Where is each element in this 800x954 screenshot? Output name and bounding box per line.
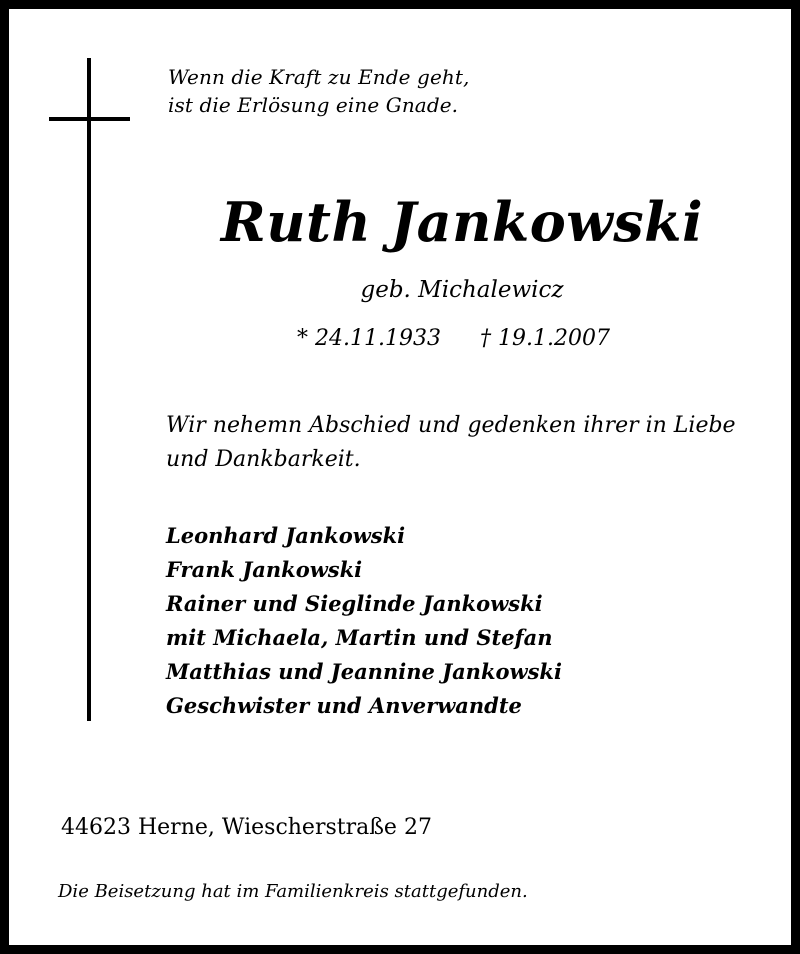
life-dates: [297, 322, 610, 356]
motto: [168, 63, 469, 119]
mourners-list: [166, 519, 562, 723]
birth-date: 24.11.1933: [315, 326, 441, 351]
mourner-item: Frank Jankowski: [166, 557, 363, 582]
cross-vertical-beam: [87, 58, 91, 721]
birth-symbol: *: [297, 326, 308, 351]
cross-horizontal-beam: [49, 117, 130, 121]
mourner-item: Geschwister und Anverwandte: [166, 693, 522, 718]
motto-line-2: ist die Erlösung eine Gnade.: [168, 93, 459, 117]
address: 44623 Herne, Wiescherstraße 27: [61, 815, 432, 840]
death-symbol: †: [479, 326, 491, 351]
burial-notice: Die Beisetzung hat im Familienkreis stattgefunden.: [58, 881, 528, 902]
mourner-item: Leonhard Jankowski: [166, 523, 406, 548]
mourner-item: Matthias und Jeannine Jankowski: [166, 659, 562, 684]
farewell-line-2: und Dankbarkeit.: [166, 447, 361, 472]
mourner-item: Rainer und Sieglinde Jankowski: [166, 591, 543, 616]
motto-line-1: Wenn die Kraft zu Ende geht,: [168, 65, 470, 89]
deceased-name: Ruth Jankowski: [220, 190, 704, 254]
mourner-item: mit Michaela, Martin und Stefan: [166, 625, 553, 650]
farewell-line-1: Wir nehemn Abschied und gedenken ihrer in Liebe: [166, 413, 736, 438]
birth-name: geb. Michalewicz: [360, 277, 564, 303]
death-date: 19.1.2007: [497, 326, 610, 351]
farewell-text: [166, 409, 736, 477]
